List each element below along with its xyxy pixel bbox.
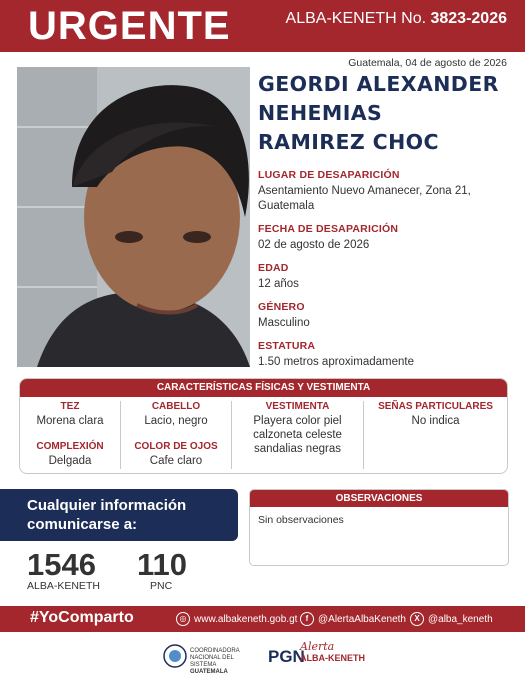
alerta-logo-line1: Alerta — [300, 640, 335, 653]
clothing-label: VESTIMENTA — [265, 401, 330, 412]
distinguishing-marks-label: SEÑAS PARTICULARES — [378, 401, 493, 412]
age-value: 12 años — [258, 278, 299, 290]
eye-color-label: COLOR DE OJOS — [134, 441, 218, 452]
secretaria-logo-text: COORDINADORA NACIONAL DEL SISTEMA GUATEMALA — [190, 648, 240, 675]
height-value: 1.50 metros aproximadamente — [258, 356, 414, 368]
gender-value: Masculino — [258, 317, 310, 329]
distinguishing-marks-value: No indica — [411, 415, 460, 427]
clothing-column — [232, 397, 363, 474]
gender-label: GÉNERO — [258, 301, 305, 313]
facebook-icon: f — [300, 612, 314, 626]
guatemala-seal-icon — [163, 644, 187, 668]
x-link[interactable]: X @alba_keneth — [410, 612, 493, 626]
tez-label: TEZ — [60, 401, 80, 412]
website-link[interactable]: ◎ www.albakeneth.gob.gt — [176, 612, 297, 626]
observations-panel — [249, 489, 509, 566]
clothing-value-line: sandalias negras — [254, 443, 341, 455]
globe-icon: ◎ — [176, 612, 190, 626]
facebook-link[interactable]: f @AlertaAlbaKeneth — [300, 612, 406, 626]
person-info — [258, 70, 518, 370]
disappearance-place-value: Asentamiento Nuevo Amanecer, Zona 21, Guatemala — [258, 185, 471, 212]
observations-title: OBSERVACIONES — [250, 490, 508, 507]
hair-value: Lacio, negro — [144, 415, 208, 427]
contact-banner — [0, 489, 238, 541]
characteristics-panel — [19, 378, 508, 474]
clothing-value-line: calzoneta celeste — [253, 429, 342, 441]
eye-color-value: Cafe claro — [149, 455, 203, 467]
tez-value: Morena clara — [36, 415, 104, 427]
photo-illustration — [17, 67, 250, 367]
disappearance-place-label: LUGAR DE DESAPARICIÓN — [258, 169, 400, 181]
age-label: EDAD — [258, 262, 289, 274]
missing-person-photo — [17, 67, 250, 367]
pgn-logo: PGN — [268, 647, 305, 666]
hair-eyes-column — [121, 397, 231, 474]
contact-line-1: Cualquier información — [27, 497, 187, 514]
alert-number: 3823-2026 — [430, 10, 507, 27]
alerta-logo-line2: ALBA-KENETH — [300, 653, 365, 663]
phone-number-pnc[interactable]: 110 — [137, 547, 188, 582]
distinguishing-marks-column — [364, 397, 507, 474]
clothing-value-line: Playera color piel — [253, 415, 342, 427]
header-bar — [0, 0, 525, 52]
characteristics-title: CARACTERÍSTICAS FÍSICAS Y VESTIMENTA — [20, 379, 507, 397]
phone-number-alba-keneth[interactable]: 1546 — [27, 547, 96, 582]
disappearance-date-label: FECHA DE DESAPARICIÓN — [258, 223, 399, 235]
alert-code: ALBA-KENETH No. 3823-2026 — [285, 10, 507, 27]
phone-label-alba-keneth: ALBA-KENETH — [27, 580, 100, 592]
person-name-line: NEHEMIAS — [258, 101, 383, 125]
tez-complexion-column — [20, 397, 120, 474]
phone-label-pnc: PNC — [150, 580, 173, 592]
x-icon: X — [410, 612, 424, 626]
person-name-line: GEORDI ALEXANDER — [258, 72, 499, 96]
characteristics-grid — [20, 397, 507, 474]
urgent-title: URGENTE — [28, 4, 231, 48]
hair-label: CABELLO — [151, 401, 201, 412]
footer-bar — [0, 606, 525, 632]
complexion-value: Delgada — [48, 455, 92, 467]
institution-logos — [0, 638, 525, 676]
disappearance-date-value: 02 de agosto de 2026 — [258, 239, 370, 251]
issue-date: Guatemala, 04 de agosto de 2026 — [348, 57, 507, 69]
height-label: ESTATURA — [258, 340, 316, 352]
person-name — [258, 70, 518, 157]
contact-line-2: comunicarse a: — [27, 516, 138, 533]
person-name-line: RAMIREZ CHOC — [258, 130, 439, 154]
complexion-label: COMPLEXIÓN — [36, 441, 104, 452]
observations-text: Sin observaciones — [258, 514, 344, 526]
hashtag[interactable]: #YoComparto — [30, 609, 134, 626]
